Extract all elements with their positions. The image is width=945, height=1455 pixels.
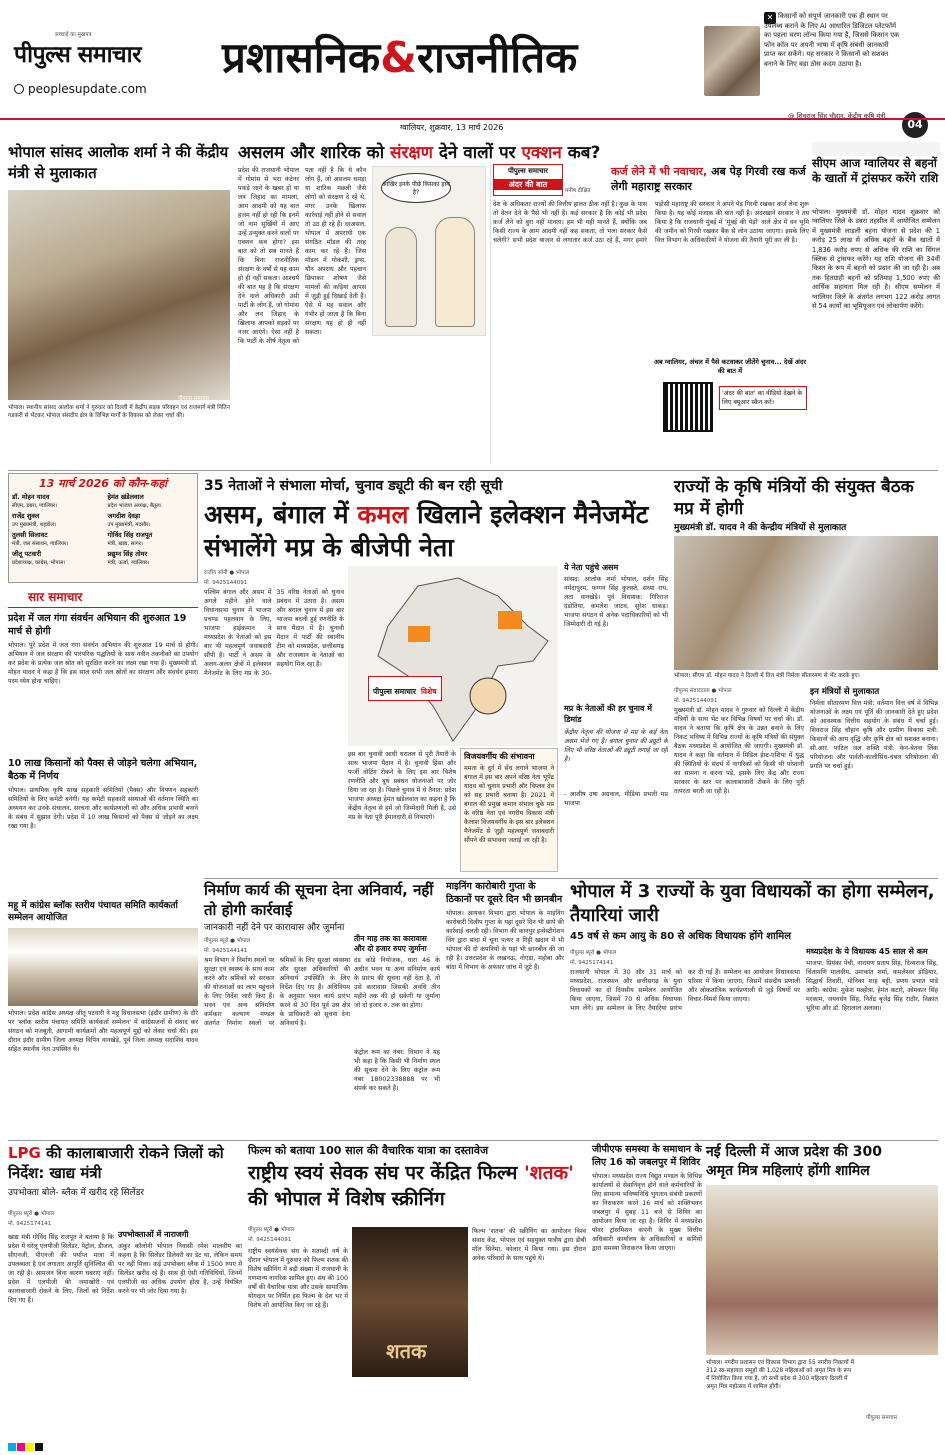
schedule-place: मंत्री, जल संसाधन, ग्वालियर। <box>12 541 69 547</box>
dateline: ग्वालियर, शुक्रवार, 13 मार्च 2026 <box>400 123 504 132</box>
amrit-photo <box>706 1185 938 1355</box>
election-headline-1: असम, बंगाल में <box>204 500 349 529</box>
newspaper-logo[interactable] <box>14 37 141 69</box>
akb-headline-red: कर्ज लेने में भी नवाचार, <box>611 165 708 178</box>
agri-byline: पीपुल्स संवाददाता ● भोपाल <box>674 688 732 694</box>
akb-headline <box>611 164 809 194</box>
schedule-name: तुलसी सिलावट <box>12 531 48 539</box>
lpg-mobile: मो. 9425174141 <box>8 1221 52 1227</box>
qr-code[interactable] <box>663 382 713 432</box>
agri-side-body: निर्मला सीतारमण वित्त मंत्री: वर्तमान वित्त वर्ष में विभिन्न योजनाओं के लक्ष्य एवं पूर्ति की जानकारी देते हुए प्रदेश को आवश्यक वित्तीय सहयोग के संबंध में चर्चा हुई। शिवराज सिंह चौहान कृषि और ग्रामीण विकास मंत्री: किसानों की आय वृद्धि और कृषि क्षेत्र को सशक्त बनाना। सी.आर. पाटिल जल शक्ति मंत्री: केन-बेतवा लिंक परियोजना और पार्वती-कालीसिंध-चंबल परियोजना की प्रगति पर चर्चा हुई। <box>810 700 938 770</box>
lpg-box-title: उपभोक्ताओं में नाराजगी <box>118 1230 189 1239</box>
vijay-box <box>460 748 558 872</box>
election-byline: राजीव सोनी ● भोपाल <box>204 570 250 576</box>
schedule-place: मंत्री, खाद्य, सागर। <box>107 541 143 547</box>
shatak-body: राष्ट्रीय स्वयंसेवक संघ के शताब्दी वर्ष के दौरान भोपाल में गुरुवार को फिल्म शतक की विशेष स्क्रीनिंग में बड़ी संख्या में राजधानी के गणमान्य नागरिक शामिल हुए। संघ की 100 वर्षों की वैचारिक यात्रा और उसके सामाजिक योगदान पर निर्मित इस फिल्म के देश भर में विशेष शो आयोजित किए जा रहे हैं। <box>248 1248 348 1309</box>
schedule-cell <box>9 548 105 567</box>
meet-credit: पीपुल्स समाचार <box>178 396 210 402</box>
aslam-body: प्रदेश की राजधानी भोपाल में गोमांस से भरा कंटेनर पकड़े जाने के खबर हो या लव जिहाद का मामला, आम आदमी को यह बात हजम नहीं हो रही कि इनमें जो नाम सुर्खियों में आए उन्हें उन्मुक्त करने वालों पर एक्शन कब होगा? इस बात को तो सब मानते हैं कि बिना राजनीतिक संरक्षण के वर्षों से यह काम हो ही नहीं सकता। आश्चर्य की बात यह है कि संरक्षण देने वाले अधिकारी उसी पार्टी के लोग हैं, जो गोमांस और लव जिहाद के खिलाफ आपको सड़कों पर नजर आएंगे। ऐसा नहीं है कि पार्टी के शीर्ष नेतृत्व को पता नहीं है कि ये कौन लोग हैं, जो असलम चमड़ा या शारिक मछली जैसे लोगों को संरक्षण दे रहे थे, मगर उनके खिलाफ कार्रवाई नहीं होने से सवाल तो उठ ही रहे हैं। दरअसल, भोपाल में अपराधी एक संगठित मॉडल की तरह काम कर रहे हैं। जिस मॉडल में गोकशी, ड्रग्स, यौन अपराध और पहचान छिपाकर शोषण जैसे मामलों की कड़ियां आपस में जुड़ी हुई दिखाई देती हैं। ऐसे में यह सवाल और गंभीर हो जाता है कि बिना संरक्षण यह हो ही नहीं सकता। <box>238 167 366 345</box>
akb-headline-rest: अब पेड़ गिरवी रख कर्ज लेगी महाराष्ट्र सरकार <box>611 165 806 193</box>
schedule-place: उप मुख्यमंत्री, मंदसौर। <box>107 522 151 528</box>
x-logo-icon: ✕ <box>764 12 776 24</box>
saar-samachar <box>8 586 198 1136</box>
lpg-headline-red: LPG <box>8 1144 41 1162</box>
schedule-title: 13 मार्च 2026 को कौन-कहां <box>38 477 168 490</box>
gpf-headline: जीपीएफ समस्या के समाधान के लिए 16 को जबलपुर में शिविर <box>592 1144 702 1168</box>
aslam-headline-red2: एक्शन <box>521 143 562 163</box>
saar-b1: भोपाल। पूरे प्रदेश में जल गंगा संवर्धन अभियान की शुरुआत 19 मार्च से होगी। अभियान में जल संरक्षण की पारंपरिक पद्धतियों के साथ नवीन तकनीकों का उपयोग कर प्रदेश के प्रत्येक जल स्रोत को सुरक्षित करने का लक्ष्य रखा गया है। मुख्यमंत्री डॉ. मोहन यादव ने कहा है कि इस साल सभी जल स्रोतों का संरक्षण और संवर्धन हमारा परम ध्येय होना चाहिए। <box>8 642 198 685</box>
saar-label: सार समाचार <box>8 586 198 608</box>
agri-sub: मुख्यमंत्री डॉ. यादव ने की केन्द्रीय मंत्रियों से मुलाकात <box>674 523 847 533</box>
cm-photo <box>812 142 940 156</box>
schedule-row <box>9 510 197 529</box>
cartoon <box>372 166 486 336</box>
aslam-body-cont <box>372 340 486 466</box>
election-body-left: पश्चिम बंगाल और असम में अगले महीने होने वाले विधानसभा चुनाव में भाजपा प्रचण्ड पहलवान के लिए, भाजपा हाईकमान ने मध्यप्रदेश के नेताओं को इस बार भी महत्वपूर्ण जवाबदारी सौंपी है। पार्टी ने असम के अलग-अलग क्षेत्रों में इलेक्शन मैनेजमेंट के लिए मप्र के 30-35 वरिष्ठ नेताओं को चुनाव प्रबंधन में उतारा है। असम और बंगाल चुनाव में इस बार भाजपा बदली हुई रणनीति के साथ मैदान में है। चुनावी मैदान में पार्टी की स्थानीय टीम को मध्यप्रदेश, छत्तीसगढ़ और राजस्थान के नेताओं का सहयोग मिल रहा है। <box>204 589 344 677</box>
schedule-name: राजेंद्र शुक्ल <box>12 512 40 520</box>
divider-3 <box>8 1140 938 1141</box>
lpg-story <box>8 1143 242 1433</box>
election-kicker: 35 नेताओं ने संभाला मोर्चा, चुनाव ड्यूटी की बन रही सूची <box>204 478 503 494</box>
agri-story <box>674 476 938 876</box>
schedule-cell <box>9 529 105 548</box>
mla-mobile: मो. 9425174141 <box>570 960 614 966</box>
schedule-name: प्रद्युम्न सिंह तोमर <box>107 550 148 558</box>
election-body-mid: इस बार चुनावी आधी धरातल से पूरी तैयारी के साथ भाजपा मैदान में है। चुनावी हिंसा और फर्जी वोटिंग रोकने के लिए इस बार विशेष रणनीति और बूथ प्रबंधन योजनाओं पर जोर दिया जा रहा है। पिछले चुनाव में थे तैनात: प्रदेश भाजपा अध्यक्ष हेमंत खंडेलवाल का कहना है कि केंद्रीय नेतृत्व से हमें जो जिम्मेदारी मिली है, उसे मप्र के नेता पूरी ईमानदारी से निभाएंगे। <box>348 751 456 821</box>
cartoon-head <box>470 678 506 714</box>
schedule-name: हेमंत खंडेलवाल <box>107 493 144 501</box>
akb-qr-label: 'अंदर की बात' का वीडियो देखने के लिए क्यूआर स्कैन करें। <box>719 386 807 410</box>
x-post-author: @ शिवराज सिंह चौहान, केंद्रीय कृषि मंत्री <box>788 112 886 120</box>
construction-helpline: कंट्रोल रूम का नंबर: विभाग ने यह भी कहा है कि किसी भी निर्माण स्थल की सूचना देने के लिए कंट्रोल रूम नंबर 18002338888 पर भी संपर्क कर सकते हैं। <box>354 1049 440 1092</box>
lpg-headline <box>8 1143 242 1183</box>
lpg-sub: उपभोक्ता बोले- ब्लैक में खरीद रहे सिलेंडर <box>8 1188 145 1198</box>
cmyk-strip <box>8 1436 945 1445</box>
section-amp: & <box>380 33 417 82</box>
amrit-story <box>706 1143 938 1433</box>
election-vishesh: विशेष <box>420 687 437 696</box>
mla-side <box>806 946 938 1136</box>
election-logo: पीपुल्स समाचार <box>373 687 416 696</box>
agri-mobile: मो. 9425144091 <box>674 698 718 704</box>
page-number: 04 <box>902 112 928 138</box>
amrit-headline-2-text: अमृत मित्र महिलाएं होंगी शामिल <box>706 1163 870 1179</box>
mla-byline: पीपुल्स ब्यूरो ● भोपाल <box>570 950 617 956</box>
election-list-title: ये नेता पहुंचे असम <box>564 563 619 572</box>
saar-photo <box>8 928 198 1006</box>
saar-h1: प्रदेश में जल गंगा संवर्धन अभियान की शुरुआत 19 मार्च से होगी <box>8 613 187 637</box>
cartoon-figure-left <box>385 227 417 327</box>
election-list-body: सांसद: आलोक शर्मा भोपाल, दर्शन सिंह नर्मदापुरम, फग्गन सिंह कुलस्ते, संध्या राय, लता वानखेड़े। पूर्व विधायक: गिरिराज दंडोतिया, कमलेश जाटव, सुरेश धाकड़। भाजपा संगठन से अनेक पदाधिकारियों को भी जिम्मेदारी दी गई है। <box>564 576 668 628</box>
election-headline-2: खिलाने इलेक्शन मैनेजमेंट संभालेंगे मप्र के बीजेपी नेता <box>204 500 649 562</box>
schedule-name: जगदीश देवड़ा <box>107 512 141 520</box>
akb-author: मनीष दीक्षित <box>565 188 591 194</box>
mla-side-body: भाजपा: प्रियंका पेंची, नारायण प्रताप सिंह, दिव्यराज सिंह, चिंतामणि मालवीय, उमाकांत शर्मा, कमलेश्वर डोडियार, सिद्धार्थ तिवारी, मोनिका शाह बट्टी, प्रणय प्रभात पांडे आदि। कांग्रेस: मुकेश मल्होत्रा, हेमंत कटारे, ओमकार सिंह मरकाम, जयवर्धन सिंह, नितेंद्र बृजेंद्र सिंह राठौर, विक्रांत भूरिया और डॉ. हिरालाल अलावा। <box>806 960 938 1012</box>
agri-photo <box>674 536 938 670</box>
saar-b3: भोपाल। प्रदेश कांग्रेस अध्यक्ष जीतू पटवारी ने महू विधानसभा (इंदौर ग्रामीण) के दौरे पर 'ब्लॉक स्तरीय पंचायत समिति कार्यकर्ता सम्मेलन' में कांग्रेसजनों से संवाद कर संगठन को मजबूती, आगामी कार्यक्रमों और महत्वपूर्ण मुद्दों को लेकर चर्चा की। इस दौरान इंदौर ग्रामीण जिला अध्यक्ष विपिन वानखेड़े, पूर्व जिला अध्यक्ष सदाशिव यादव सहित स्थानीय नेता उपस्थित थे। <box>8 1010 198 1053</box>
election-quote-author: - आशीष उषा अग्रवाल, मीडिया प्रभारी मप्र भाजपा <box>564 791 668 807</box>
akb-logo: पीपुल्स समाचार <box>507 167 549 175</box>
election-mobile: मो. 9425144091 <box>204 580 248 586</box>
schedule-place: मंत्री, ऊर्जा, ग्वालियर। <box>107 560 150 566</box>
amrit-caption: भोपाल। नगरीय प्रशासन एवं विकास विभाग द्वारा 55 नगरीय निकायों में 312 स्व-सहायता समूहों की 1,028 महिलाओं को अमृत मित्र के रूप में नियोजित किया गया है, जो सभी प्रदेश से 300 महिलाएं दिल्ली में अमृत मित्र महोत्सव में शामिल होंगी। <box>706 1360 854 1390</box>
meet-headline: भोपाल सांसद आलोक शर्मा ने की केंद्रीय मंत्री से मुलाकात <box>8 143 229 182</box>
saar-b2: भोपाल। प्राथमिक कृषि साख सहकारी समितियों (पैक्स) और विपणन सहकारी समितियों के लिए कमेटी बनेगी। यह कमेटी सहकारी संस्थाओं की वर्तमान स्थिति का अध्ययन कर उनके संचालन, संरचना और कार्यप्रणाली को और अधिक प्रभावी बनाने के संबंध में सुझाव देगी। प्रदेश में 10 लाख किसानों को पैक्स से जोड़ने का लक्ष्य रखा गया है। <box>8 787 198 830</box>
masthead-tag: सच्चाई का मुखपत्र <box>55 32 92 38</box>
schedule-box <box>8 473 198 583</box>
vijay-box-body: ममता के दुर्ग में सेंध लगाने भाजपा ने बंगाल में इस बार अपने वरिष्ठ नेता भूपेंद्र यादव को चुनाव प्रभारी और विप्लव देव को सह प्रभारी बनाया है। 2021 में बंगाल की प्रमुख कमान संभाल चुके मप्र के वरिष्ठ नेता एवं नगरीय विकास मंत्री कैलाश विजयवर्गीय के इस बार इलेक्शन मैनेजमेंट से जुड़ी महत्वपूर्ण जवाबदारी सौंपने की संभावना जताई जा रही है। <box>464 765 554 844</box>
meet-story <box>8 142 230 472</box>
meet-photo <box>8 190 230 400</box>
bjp-flag-left <box>408 626 430 642</box>
cmyk-cyan <box>8 1443 16 1451</box>
mla-body: राजधानी भोपाल में 30 और 31 मार्च को मध्यप्रदेश, राजस्थान और छत्तीसगढ़ के युवा विधायकों का दो दिवसीय सम्मेलन आयोजित किया जाएगा, जिसमें 70 से अधिक विधायक भाग लेंगे। इस सम्मेलन के लिए तैयारियां प्रारंभ कर दी गई हैं। सम्मेलन का आयोजन विधानसभा परिसर में किया जाएगा, जिसमें संसदीय प्रणाली और लोकतांत्रिक कार्यप्रणाली से जुड़े विषयों पर विचार-विमर्श किया जाएगा। <box>570 969 800 1012</box>
bjp-flag-right <box>498 611 522 629</box>
schedule-cell <box>105 529 197 548</box>
section-title <box>222 28 577 85</box>
schedule-place: उप मुख्यमंत्री, शहडोल। <box>12 522 56 528</box>
vijay-box-title: विजयवर्गीय की संभावना <box>464 752 535 761</box>
schedule-row <box>9 548 197 567</box>
mla-side-title: मध्यप्रदेश के ये विधायक 45 साल से कम <box>806 947 928 956</box>
schedule-cell <box>9 491 105 510</box>
schedule-cell <box>105 491 197 510</box>
india-map-svg <box>348 566 558 746</box>
agri-side <box>810 686 938 874</box>
section-title-right: राजनीतिक <box>416 33 578 82</box>
schedule-table <box>9 491 197 567</box>
saar-h3: महू में कांग्रेस ब्लॉक स्तरीय पंचायत समिति कार्यकर्ता सम्मेलन आयोजित <box>8 901 178 923</box>
construction-box <box>354 934 440 1136</box>
shatak-byline: पीपुल्स ब्यूरो ● भोपाल <box>248 1227 295 1233</box>
cm-headline: सीएम आज ग्वालियर से बहनों के खातों में ट्रांसफर करेंगे राशि <box>812 156 939 185</box>
cm-body: भोपाल। मुख्यमंत्री डॉ. मोहन यादव शुक्रवार को ग्वालियर जिले के डबरा तहसील में आयोजित सम्मेलन में मुख्यमंत्री लाड़ली बहना योजना से प्रदेश की 1 करोड़ 25 लाख से अधिक बहनों के बैंक खातों में 1,836 करोड़ रुपए से अधिक की राशि का सिंगल क्लिक से ट्रांसफर करेंगे। यह राशि योजना की 34वीं किस्त के रूप में बहनों को प्रदान की जा रही है। अब तक हितग्राही बहनों को प्रतिमाह 1,500 रुपए की आर्थिक सहायता मिल रही है। सीएम सम्मेलन में ग्वालियर जिले के अंतर्गत लगभग 122 करोड़ लागत से 54 कार्यों का भूमिपूजन एवं लोकार्पण करेंगे। <box>812 208 940 311</box>
akb-video-note: अब ग्वालियर, अंचल में पैसे कटवाकर जीतेंगे चुनाव... देखें अंदर की बात में <box>653 358 806 375</box>
divider-1 <box>8 470 938 471</box>
mining-body: भोपाल। आयकर विभाग द्वारा भोपाल के माइनिंग कारोबारी दिलीप गुप्ता के यहां दूसरे दिन भी छापे की कार्रवाई चलती रही। विभाग की कानपुर इन्वेस्टीगेशन विंग द्वारा बांदा में चूना पत्थर व गिट्टी खदान में भी भोपाल की दो कंपनियों के यहां भी छानबीन की जा रही है। उत्तरप्रदेश के लखनऊ, नोएडा, महोबा और बांदा में विभाग के अफसर जांच में जुटे हैं। <box>446 910 564 971</box>
mining-story <box>446 880 564 1138</box>
meet-caption: भोपाल। स्थानीय सांसद आलोक शर्मा ने गुरुवार को दिल्ली में केंद्रीय सड़क परिवहन एवं राजमार्ग मंत्री नितिन गडकरी से भेंटकर भोपाल संसदीय क्षेत्र के विभिन्न मार्गों के विकास को लेकर चर्चा की। <box>8 405 230 419</box>
agri-side-title: इन मंत्रियों से मुलाकात <box>810 687 880 697</box>
mla-headline: भोपाल में 3 राज्यों के युवा विधायकों का होगा सम्मेलन, तैयारियां जारी <box>570 881 935 926</box>
shatak-poster-title: शतक <box>386 1339 427 1363</box>
aslam-headline-pre: असलम और शारिक को <box>238 143 385 163</box>
construction-byline: पीपुल्स ब्यूरो ● भोपाल <box>204 938 251 944</box>
india-map <box>348 566 558 746</box>
election-list <box>564 562 668 872</box>
shatak-kicker: फिल्म को बताया 100 साल की वैचारिक यात्रा का दस्तावेज <box>248 1144 489 1157</box>
gpf-body: भोपाल। मध्यप्रदेश राज्य विद्युत मण्डल के विभिन्न कार्यालयों से सेवानिवृत्त होने वाले कर्मचारियों के लिए सामान्य भविष्यनिधि भुगतान संबंधी प्रकरणों का निराकरण करने 16 मार्च को शक्तिभवन जबलपुर में सुबह 11 बजे से शिविर का आयोजन किया जा रहा है। शिविर में मध्यप्रदेश पॉवर ट्रांसमिशन कंपनी के मुख्य वित्तीय अधिकारी कार्यालय के अधिकारियों व कर्मियों द्वारा समस्या निराकरण किया जाएगा। <box>592 1173 702 1252</box>
x-post <box>704 8 900 128</box>
schedule-place: प्रदेश भाजपा अध्यक्ष, बैतूल। <box>107 503 162 509</box>
akb-logo-box <box>493 164 563 196</box>
election-demand-title: मप्र के नेताओं की हर चुनाव में डिमांड <box>564 704 652 724</box>
masthead <box>0 0 945 140</box>
construction-story <box>204 880 440 1138</box>
mla-sub: 45 वर्ष से कम आयु के 80 से अधिक विधायक होंगे शामिल <box>570 931 792 942</box>
construction-mobile: मो. 9425144141 <box>204 948 248 954</box>
election-logo-box <box>368 676 442 701</box>
construction-headline: निर्माण कार्य की सूचना देना अनिवार्य, नहीं तो होगी कार्रवाई <box>204 881 434 919</box>
agri-caption: भोपाल। सीएम डॉ. मोहन यादव ने दिल्ली में वित्त मंत्री निर्मला सीतारमण से भेंट करके हुए। <box>674 673 860 679</box>
mla-story <box>570 880 938 1138</box>
cm-gwalior-story <box>812 142 940 472</box>
schedule-cell <box>9 510 105 529</box>
schedule-place: सीएम, डबरा, ग्वालियर। <box>12 503 58 509</box>
cmyk-yellow <box>26 1443 34 1451</box>
construction-box-title: तीन माह तक का कारावास और दो हजार रुपए जुर्माना <box>354 934 427 953</box>
saar-h2: 10 लाख किसानों को पैक्स से जोड़ने चलेगा अभियान, बैठक में निर्णय <box>8 758 198 782</box>
election-headline-red: कमल <box>357 500 409 529</box>
gpf-story <box>592 1143 702 1433</box>
andar-ki-baat <box>490 164 808 464</box>
schedule-place: प्रदेशाध्यक्ष, कांग्रेस, भोपाल। <box>12 560 66 566</box>
agri-body: मुख्यमंत्री डॉ. मोहन यादव ने गुरुवार को दिल्ली में केंद्रीय मंत्रियों के साथ भेंट कर विभिन्न विषयों पर चर्चा की। डॉ. यादव ने बताया कि कृषि क्षेत्र के उन्नत बनाने के लिए निकट भविष्य में विभिन्न राज्यों के कृषि मंत्रियों की संयुक्त बैठक मध्यप्रदेश में आयोजित की जाएगी। मुख्यमंत्री डॉ. यादव ने कहा कि वर्तमान में मिडिल ईस्ट-एशिया में युद्ध की स्थितियों के संदर्भ में नागरिकों को किसी भी परेशानी का सामना न करना पड़े, इसके लिए केंद्र और राज्य सरकार के स्तर पर कालाबाजारी रोकने के लिए पूरी तत्परता बरती जा रही है। <box>674 707 804 795</box>
author-photo <box>704 26 760 96</box>
shatak-headline-2: की भोपाल में विशेष स्क्रीनिंग <box>248 1188 445 1210</box>
aslam-headline-red1: संरक्षण <box>390 143 433 163</box>
schedule-name: डॉ. मोहन यादव <box>12 493 50 501</box>
amrit-headline-1: नई दिल्ली में आज प्रदेश की 300 <box>706 1144 882 1160</box>
shatak-poster <box>352 1227 468 1377</box>
shatak-story <box>248 1143 586 1433</box>
schedule-cell <box>105 548 197 567</box>
divider-2 <box>204 878 938 879</box>
construction-sub: जानकारी नहीं देने पर कारावास और जुर्माना <box>204 923 345 933</box>
schedule-name: जीतू पटवारी <box>12 550 42 558</box>
shatak-headline-red: 'शतक' <box>523 1162 574 1184</box>
cmyk-magenta <box>17 1443 25 1451</box>
globe-icon <box>14 84 24 94</box>
akb-body: देश के अधिकतर राज्यों की वित्तीय हालत ठीक नहीं है। कुछ के पास तो वेतन देने के पैसे भी नहीं हैं। कई सरकार है कि कोई भी प्रदेश कर्ज लेने को बुरा नहीं मानता। हम भी यही मानते हैं, क्योंकि जब किसी राज्य के आम आदमी नहीं कह सकता, तो भला सरकार कैसे चलेगी? सभी प्रदेश बाजार से लगातार कर्ज उठा रहे हैं, मगर हमारे पड़ोसी महाराष्ट्र की सरकार ने अपने पेड़ गिरवी रखकर कर्ज लेना शुरू किया है। यह कोई मजाक की बात नहीं है। अंदरखाने सरकार ने तय किया है कि राजधानी मुंबई में 'मुंबई की पेड़ों' वाले क्षेत्र में वन भूमि की जमीन को गिरवी रखकर बैंक से लोन उठाया जाएगा। इसके लिए वित्त विभाग के अधिकारियों ने योजना की तैयारी पूरी कर ली है। <box>493 201 809 244</box>
agri-headline: राज्यों के कृषि मंत्रियों की संयुक्त बैठक मप्र में होगी <box>674 477 914 519</box>
section-title-left: प्रशासनिक <box>222 33 381 82</box>
cartoon-figure-right <box>435 217 475 327</box>
lpg-body: खाद्य मंत्री गोविंद सिंह राजपूत ने बताया है कि प्रदेश में घरेलू एलपीजी सिलेंडर, पेट्रोल, डीजल, सीएनजी, पीएनजी की पर्याप्त मात्रा में उपलब्धता है एवं लगातार आपूर्ति सुनिश्चित की जा रही है। आमजन बिना कारण घबराएं नहीं। प्रदेश में एलपीजी की जमाखोरी एवं कालाबाजारी रोकने के लिए, जिलों को निर्देश दिए गए हैं। <box>8 1234 114 1304</box>
aslam-headline-mid: देने वालों पर <box>438 143 516 163</box>
election-quote: केंद्रीय नेतृत्व की योजना से मप्र के कई नेता असम भेजे गए हैं। बंगाल चुनाव की ड्यूटी के लिए भी वरिष्ठ नेताओं की ड्यूटी लगाई जा रही है। <box>564 729 668 763</box>
aslam-headline <box>238 142 798 164</box>
lpg-byline: पीपुल्स ब्यूरो ● भोपाल <box>8 1211 55 1217</box>
mining-headline: माइनिंग कारोबारी गुप्ता के ठिकानों पर दूसरे दिन भी छानबीन <box>446 881 563 905</box>
akb-label: अंदर की बात <box>494 179 562 190</box>
lpg-box-body: अंकुर कॉलोनी भोपाल निवासी रमेश मालवीय का कहना है कि सिलेंडर डिलेवरी का डेट था, लेकिन समय पर नहीं मिला। कई उपभोक्ता ब्लैक में 1500 रुपए में सिलेंडर खरीद रहे हैं। साथ ही ऐसी गतिविधियों, जिनमें एलपीजी का अधिक उपयोग होता है, उन्हें नियंत्रित करने पर भी जोर दिया गया है। <box>118 1243 242 1295</box>
construction-body: श्रम विभाग ने निर्माण स्थलों पर सुरक्षा एवं स्वस्थ्य के साथ काम करने और श्रमिकों को सरकार की योजनाओं का लाभ पहुंचाने के लिए निर्देश जारी किए हैं। भवन एवं अन्य संनिर्माण कर्मकार कल्याण मण्डल अंतर्गत निर्माण स्थलों पर श्रमिकों के लिए सुरक्षा व्यवस्था और सुरक्षा अधिकारियों की अनिवार्य उपस्थिति के लिए निर्देश दिए गए हैं। अधिनियम के अनुसार भवन कार्य प्रारंभ करने से 30 दिन पूर्व उस क्षेत्र के प्राधिकारी को सूचना देना अनिवार्य है। <box>204 957 350 1027</box>
website-link: peoplesupdate.com <box>28 82 147 96</box>
schedule-cell <box>105 510 197 529</box>
x-post-text: किसानों को संपूर्ण जानकारी एक ही स्थान पर उपलब्ध कराने के लिए AI आधारित डिजिटल प्लेटफॉर्म का पहला चरण लॉन्च किया गया है, जिससे किसान एक फोन कॉल पर अपनी भाषा में कृषि संबंधी जानकारी प्राप्त कर सकेंगे। यह सरकार ने किसानों को सशक्त बनाने के लिए बड़ा ठोस कदम उठाया है। <box>764 12 900 68</box>
schedule-name: गोविंद सिंह राजपूत <box>107 531 153 539</box>
election-headline <box>204 498 668 564</box>
amrit-headline-2 <box>706 1162 938 1181</box>
amrit-credit: पीपुल्स समाचार <box>866 1415 898 1421</box>
election-story <box>204 476 668 876</box>
lpg-headline-rest: की कालाबाजारी रोकने जिलों को निर्देश: खाद्य मंत्री <box>8 1144 224 1182</box>
map-outline <box>378 578 548 741</box>
logo-text: पीपुल्स समाचार <box>14 42 142 68</box>
schedule-row <box>9 529 197 548</box>
lpg-box <box>118 1229 242 1431</box>
cmyk-black <box>35 1443 43 1451</box>
shatak-headline-1: राष्ट्रीय स्वयं सेवक संघ पर केंद्रित फिल्म <box>248 1162 518 1184</box>
cartoon-bubble: आखिर इनके पीछे किसका हाथ है? <box>381 173 451 203</box>
shatak-body2: फिल्म 'शतक' की स्क्रीनिंग का आयोजन विश्व संवाद केंद्र, भोपाल एवं सहयुक्त पात्रीय द्वारा डीबी मॉल सिनेमा, कोलार में किया गया। इस दौरान अनेक परिवारों के साथ पहुंचे थे। <box>472 1228 586 1262</box>
schedule-row <box>9 491 197 510</box>
shatak-mobile: मो. 9425144091 <box>248 1237 292 1243</box>
construction-box-body: दंड कोडे नियोजक, धारा 46 के अधीन भवन या अन्य संनिर्माण कार्य के प्रारंभ की सूचना नहीं देता है, तो उसे कारावास जिसकी अवधि तीन महीने तक की हो सकेगी या जुर्माना जो दो हजार रु. तक का होगा। <box>354 957 440 1009</box>
aslam-headline-post: कब? <box>567 143 601 163</box>
shatak-headline <box>248 1160 586 1212</box>
website-row[interactable] <box>14 82 147 96</box>
